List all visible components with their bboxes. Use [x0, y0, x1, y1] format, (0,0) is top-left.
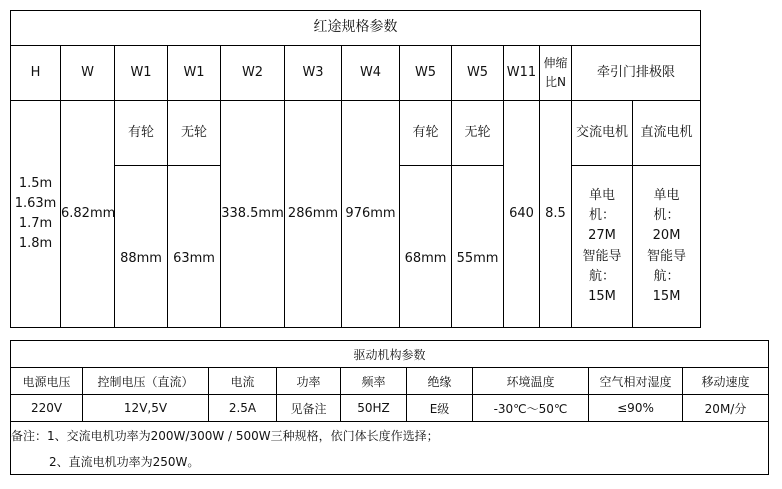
sub-w1-wheel: 有轮 — [115, 101, 168, 166]
value-dc-limit — [633, 166, 701, 328]
value-w4: 976mm — [342, 101, 400, 328]
drive-value-insulation: E级 — [407, 395, 473, 422]
dc-limit-line-2: 机： — [653, 208, 680, 224]
drive-value-power: 见备注 — [277, 395, 341, 422]
ac-limit-line-1: 单电 — [588, 188, 615, 204]
dc-limit-line-5: 航： — [653, 268, 680, 284]
spec-table — [10, 10, 701, 328]
drive-header-control-voltage: 控制电压（直流） — [83, 368, 209, 395]
value-h-3: 1.7m — [18, 216, 53, 231]
ac-limit-line-6: 15M — [588, 288, 616, 304]
note-row-1 — [11, 422, 769, 449]
header-w5-wheel: W5 — [400, 46, 452, 101]
drive-header-current: 电流 — [209, 368, 277, 395]
ac-limit-line-4: 智能导 — [582, 248, 622, 264]
spec-title: 红途规格参数 — [11, 11, 701, 46]
drive-header-temperature: 环境温度 — [473, 368, 589, 395]
note-line-2: 2、直流电机功率为250W。 — [49, 454, 200, 469]
dc-limit-line-1: 单电 — [653, 188, 680, 204]
header-ratio: 伸缩比N — [540, 46, 572, 101]
header-w: W — [61, 46, 115, 101]
drive-table — [10, 340, 769, 475]
header-limit: 牵引门排极限 — [572, 46, 701, 101]
value-h-2: 1.63m — [14, 195, 57, 211]
sub-w5-nowheel: 无轮 — [452, 101, 504, 166]
header-w11: W11 — [504, 46, 540, 101]
drive-header-voltage: 电源电压 — [11, 368, 83, 395]
value-w11: 640 — [504, 101, 540, 328]
dc-limit-line-3: 20M — [652, 228, 681, 244]
drive-header-frequency: 频率 — [341, 368, 407, 395]
drive-value-control-voltage: 12V,5V — [83, 395, 209, 422]
drive-header-power: 功率 — [277, 368, 341, 395]
value-ratio: 8.5 — [540, 101, 572, 328]
drive-title: 驱动机构参数 — [11, 341, 769, 368]
value-ac-limit — [572, 166, 633, 328]
value-h-4: 1.8m — [18, 236, 53, 252]
dc-limit-line-6: 15M — [652, 288, 681, 304]
ac-limit-line-5: 航： — [588, 268, 615, 284]
note-row-2 — [11, 448, 769, 475]
value-h — [11, 101, 61, 328]
value-w: 6.82mm — [61, 101, 115, 328]
header-w5-nowheel: W5 — [452, 46, 504, 101]
dc-limit-line-4: 智能导 — [647, 248, 687, 264]
header-w4: W4 — [342, 46, 400, 101]
header-w2: W2 — [221, 46, 285, 101]
drive-header-humidity: 空气相对湿度 — [589, 368, 683, 395]
drive-header-insulation: 绝缘 — [407, 368, 473, 395]
header-h: H — [11, 46, 61, 101]
header-w1-nowheel: W1 — [168, 46, 221, 101]
sub-w1-nowheel: 无轮 — [168, 101, 221, 166]
value-w2: 338.5mm — [221, 101, 285, 328]
drive-value-current: 2.5A — [209, 395, 277, 422]
drive-value-temperature: -30℃～50℃ — [473, 395, 589, 422]
drive-header-speed: 移动速度 — [683, 368, 769, 395]
sub-w5-wheel: 有轮 — [400, 101, 452, 166]
ac-limit-line-3: 27M — [588, 228, 616, 244]
note-line-1: 备注：1、交流电机功率为200W/300W / 500W三种规格，依门体长度作选择； — [11, 428, 439, 443]
drive-value-humidity: ≤90% — [589, 395, 683, 422]
value-w1-wheel: 88mm — [115, 166, 168, 328]
value-h-1: 1.5m — [18, 175, 53, 191]
header-w1-wheel: W1 — [115, 46, 168, 101]
sub-dc-motor: 直流电机 — [633, 101, 701, 166]
drive-value-voltage: 220V — [11, 395, 83, 422]
value-w5-wheel: 68mm — [400, 166, 452, 328]
drive-value-frequency: 50HZ — [341, 395, 407, 422]
value-w1-nowheel: 63mm — [168, 166, 221, 328]
header-w3: W3 — [285, 46, 342, 101]
value-w3: 286mm — [285, 101, 342, 328]
value-w5-nowheel: 55mm — [452, 166, 504, 328]
drive-value-speed: 20M/分 — [683, 395, 769, 422]
ac-limit-line-2: 机： — [588, 208, 615, 224]
sub-ac-motor: 交流电机 — [572, 101, 633, 166]
